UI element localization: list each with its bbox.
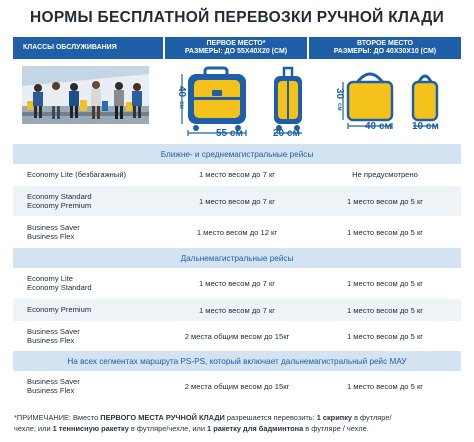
second-item-cell: Не предусмотрено: [352, 170, 418, 179]
service-class-name: Economy Lite (безбагажный): [27, 169, 127, 179]
header-first-item: [165, 37, 307, 59]
footnote-text: в футляре/: [352, 413, 392, 422]
header-service-classes: [13, 37, 163, 59]
header-service-classes-label: КЛАССЫ ОБСЛУЖИВАНИЯ: [23, 43, 117, 51]
footnote-text: в футляре / чехле.: [303, 424, 369, 434]
header-second-item-size: РАЗМЕРЫ: ДО 40Х30Х10 (СМ): [333, 48, 437, 55]
table-row: [13, 164, 461, 185]
section-label: Ближне- и среднемагистральные рейсы: [160, 149, 314, 159]
header-first-item-title: ПЕРВОЕ МЕСТО*: [206, 39, 266, 47]
footnote-text: разрешается перевозить:: [224, 413, 317, 422]
service-class-name: Business Flex: [27, 336, 75, 345]
footnote-bold: 1 ракетку для бадминтона: [207, 424, 304, 434]
table-row: [13, 322, 461, 350]
service-class-name: Business Saver: [27, 222, 80, 232]
footnote: [14, 412, 464, 435]
section-label: Дальнемагистральные рейсы: [180, 253, 294, 263]
second-item-cell: 1 место весом до 5 кг: [346, 278, 424, 288]
service-class-cell: [27, 268, 177, 298]
service-class-name: Business Flex: [27, 386, 75, 395]
service-class-name: Business Flex: [27, 232, 75, 241]
footnote-bold: 1 теннисную ракетку: [52, 424, 129, 434]
service-class-name: Economy Lite: [27, 273, 74, 283]
table-row: [13, 371, 461, 401]
bag3-height-unit: см: [336, 103, 342, 111]
service-class-name: Economy Standard: [27, 283, 92, 292]
second-item-cell: 1 место весом до 5 кг: [346, 196, 424, 206]
footnote-text: *ПРИМЕЧАНИЕ: Вместо: [14, 413, 101, 422]
second-item-cell: 1 место весом до 5 кг: [346, 381, 424, 391]
section-long-haul: [13, 248, 461, 268]
bag1-height-number: 40: [176, 86, 187, 98]
table-row: [13, 217, 461, 247]
bag3-height-number: 30: [334, 88, 345, 100]
footnote-text: в футляре/чехле, или: [128, 424, 208, 434]
table-row: [13, 186, 461, 216]
footnote-bold: 1 скрипку: [316, 413, 353, 422]
first-item-cell: 2 места общим весом до 15кг: [184, 331, 290, 341]
header-first-item-size: РАЗМЕРЫ: ДО 55Х40Х20 (СМ): [184, 48, 288, 55]
first-item-cell: 1 место весом до 7 кг: [198, 196, 276, 206]
section-short-medium-haul: [13, 144, 461, 164]
service-class-name: Business Saver: [27, 326, 80, 336]
first-item-cell: 2 места общим весом до 15кг: [184, 381, 290, 391]
footnote-text: чехле; или: [14, 424, 53, 434]
service-class-name: Economy Premium: [27, 201, 92, 210]
table-row: [13, 268, 461, 298]
bag1-height-unit: см: [178, 101, 184, 109]
service-class-cell: [27, 322, 177, 350]
service-class-cell: [27, 371, 177, 401]
bag2-depth-label: 20 см: [273, 128, 300, 139]
first-item-cell: 1 место весом до 7 кг: [198, 305, 276, 315]
bag3-width-label: 40 см: [365, 121, 392, 132]
bag1-width-label: 55 см: [216, 128, 243, 139]
service-class-cell: [27, 299, 177, 321]
service-class-name: Economy Standard: [27, 191, 92, 201]
service-class-cell: [27, 186, 177, 216]
service-class-name: Economy Premium: [27, 305, 92, 315]
header-second-item-title: ВТОРОЕ МЕСТО: [357, 39, 413, 47]
bag4-depth-label: 10 см: [412, 121, 439, 132]
section-ps-ps-route: [13, 351, 461, 371]
footnote-bold: ПЕРВОГО МЕСТА РУЧНОЙ КЛАДИ: [100, 413, 225, 422]
first-item-cell: 1 место весом до 12 кг: [196, 227, 278, 237]
second-item-cell: 1 место весом до 5 кг: [346, 331, 424, 341]
second-item-cell: 1 место весом до 5 кг: [346, 305, 424, 315]
table-row: [13, 299, 461, 321]
second-item-cell: 1 место весом до 5 кг: [346, 227, 424, 237]
section-label: На всех сегментах маршрута PS-PS, который включает дальнемагистральный рейс МАУ: [67, 356, 407, 366]
service-class-cell: [27, 217, 177, 247]
first-item-cell: 1 место весом до 7 кг: [198, 278, 276, 288]
travelers-illustration: [22, 66, 149, 124]
service-class-cell: [27, 164, 177, 185]
page-title: НОРМЫ БЕСПЛАТНОЙ ПЕРЕВОЗКИ РУЧНОЙ КЛАДИ: [29, 9, 445, 26]
service-class-name: Business Saver: [27, 376, 80, 386]
header-second-item: [309, 37, 461, 59]
first-item-cell: 1 место весом до 7 кг: [198, 170, 276, 179]
